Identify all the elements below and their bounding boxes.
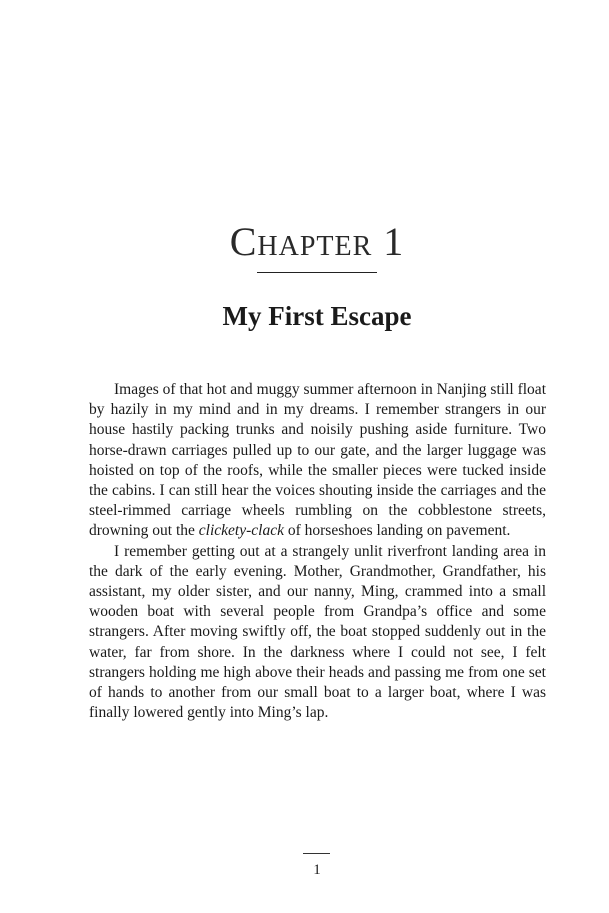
paragraph-1-emphasis: clickety-clack <box>198 522 284 540</box>
paragraph-2 <box>89 542 546 724</box>
chapter-body <box>89 380 546 723</box>
chapter-title: My First Escape <box>222 301 412 331</box>
paragraph-1 <box>89 380 546 542</box>
paragraph-1-text: Images of that hot and muggy summer afternoon in Nanjing still float by hazily in my mind and in my dreams. I remember strangers in our house hastily packing trunks and noisily pushing aside furniture. Two horse-drawn carriages pulled up to our gate, and the larger luggage was hoisted on top of the roofs, while the smaller pieces were tucked inside the cabins. I can still hear the voices shouting inside the carriages and the steel-rimmed carriage wheels rumbling on the cobblestone streets, drowning out the <box>89 381 546 540</box>
chapter-heading: Chapter 1 <box>229 219 405 264</box>
chapter-divider <box>257 272 377 273</box>
paragraph-1-text-end: of horseshoes landing on pavement. <box>283 522 511 540</box>
footer-divider <box>303 853 330 854</box>
page-number: 1 <box>313 862 321 878</box>
paragraph-2-text: I remember getting out at a strangely unlit riverfront landing area in the dark of the early evening. Mother, Grandmother, Grandfather, his assistant, my older sister, and our nanny, Ming, crammed into a small wooden boat with several people from Grandpa’s office and some strangers. After moving swiftly off, the boat stopped suddenly out in the water, far from shore. In the darkness where I could not see, I felt strangers holding me high above their heads and passing me from one set of hands to another from our small boat to a larger boat, where I was finally lowered gently into Ming’s lap. <box>89 542 546 722</box>
